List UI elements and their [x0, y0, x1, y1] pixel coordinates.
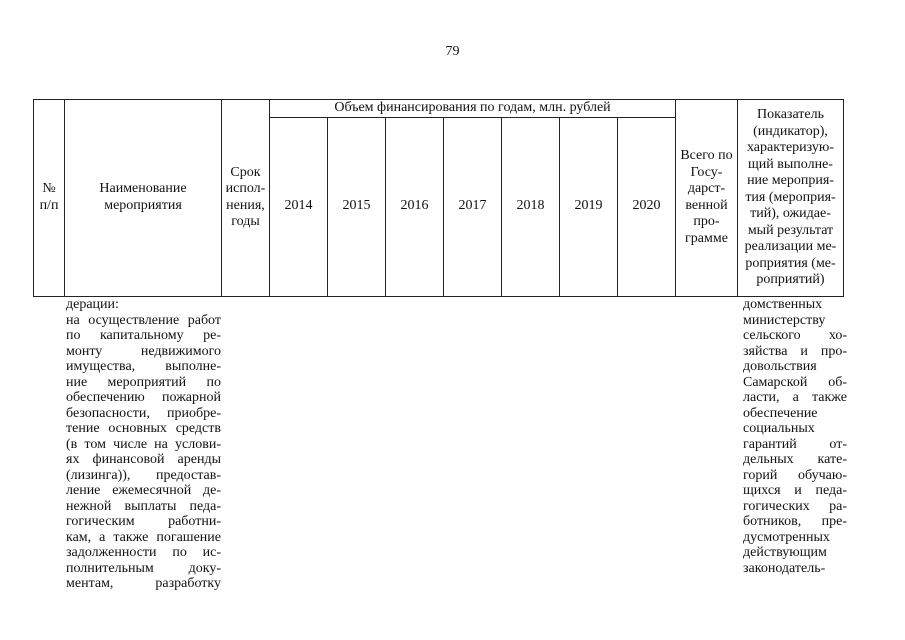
text-line: Самарской об-	[743, 374, 847, 390]
year-header-2018: 2018	[502, 117, 560, 296]
indicator-continuation	[743, 297, 847, 576]
text-line: домственных	[743, 297, 823, 312]
text-line: министерству	[743, 312, 826, 328]
text-line: (лизинга)), предостав-	[66, 467, 221, 483]
year-header-2016: 2016	[386, 117, 444, 296]
text-line: имущества, выполне-	[66, 359, 221, 374]
text-line: щихся и педа-	[743, 483, 847, 498]
year-header-2020: 2020	[618, 117, 676, 296]
text-line: ласти, а также	[743, 390, 847, 405]
financing-title: Объем финансирования по годам, млн. рублей	[334, 100, 611, 115]
col-name-label: Наименование мероприятия	[99, 181, 187, 213]
text-line: сельского хо-	[743, 328, 847, 343]
year-header-2017: 2017	[444, 117, 502, 296]
text-line: на осуществление работ	[66, 312, 221, 328]
text-line: обеспечение	[743, 405, 818, 421]
text-line: монту недвижимого	[66, 343, 221, 359]
text-line: дусмотренных	[743, 529, 830, 545]
text-line: действующим	[743, 545, 827, 560]
text-line: ние мероприятий по	[66, 374, 221, 390]
page-number: 79	[445, 44, 460, 59]
text-line: полнительным доку-	[66, 560, 221, 576]
text-line: законодатель-	[743, 560, 826, 576]
year-header-2014: 2014	[270, 117, 328, 296]
text-line: безопасности, приобре-	[66, 405, 221, 421]
col-name-header	[65, 100, 222, 297]
text-line: ях финансовой аренды	[66, 452, 221, 467]
year-header-2015: 2015	[328, 117, 386, 296]
col-indicator-label: Показатель (индикатор), характеризую- щий выполне- ние мероприя- тия (мероприя- тий), ожидае- мый результат реализации ме- роприятия (ме- роприятий)	[744, 107, 837, 287]
text-line: по капитальному ре-	[66, 328, 221, 343]
col-number-header	[34, 100, 65, 297]
text-line: гогических ра-	[743, 498, 847, 514]
text-line: ление ежемесячной де-	[66, 483, 221, 498]
text-line: дерации:	[66, 297, 119, 312]
col-total-label: Всего по Госу- дарст- венной про- грамме	[680, 148, 733, 246]
text-line: зяйства и про-	[743, 343, 847, 359]
text-line: (в том числе на услови-	[66, 436, 221, 452]
year-header-2019: 2019	[560, 117, 618, 296]
text-line: горий обучаю-	[743, 467, 847, 483]
col-number-label: № п/п	[39, 181, 59, 213]
text-line: кам, а также погашение	[66, 529, 221, 545]
text-line: обеспечению пожарной	[66, 390, 221, 405]
col-term-header	[222, 100, 270, 297]
text-line: социальных	[743, 421, 815, 436]
financing-table-header	[33, 99, 844, 297]
measure-name-continuation	[66, 297, 221, 592]
text-line: гогическим работни-	[66, 514, 221, 529]
text-line: ментам, разработку	[66, 576, 221, 591]
text-line: задолженности по ис-	[66, 545, 221, 560]
financing-title-cell	[270, 100, 676, 118]
text-line: ботников, пре-	[743, 514, 847, 529]
text-line: тение основных средств	[66, 421, 221, 436]
col-total-header	[676, 100, 738, 297]
col-indicator-header	[738, 100, 844, 297]
text-line: довольствия	[743, 359, 817, 374]
col-term-label: Срок испол- нения, годы	[225, 164, 266, 230]
text-line: нежной выплаты педа-	[66, 498, 221, 514]
text-line: дельных кате-	[743, 452, 847, 467]
text-line: гарантий от-	[743, 436, 847, 452]
